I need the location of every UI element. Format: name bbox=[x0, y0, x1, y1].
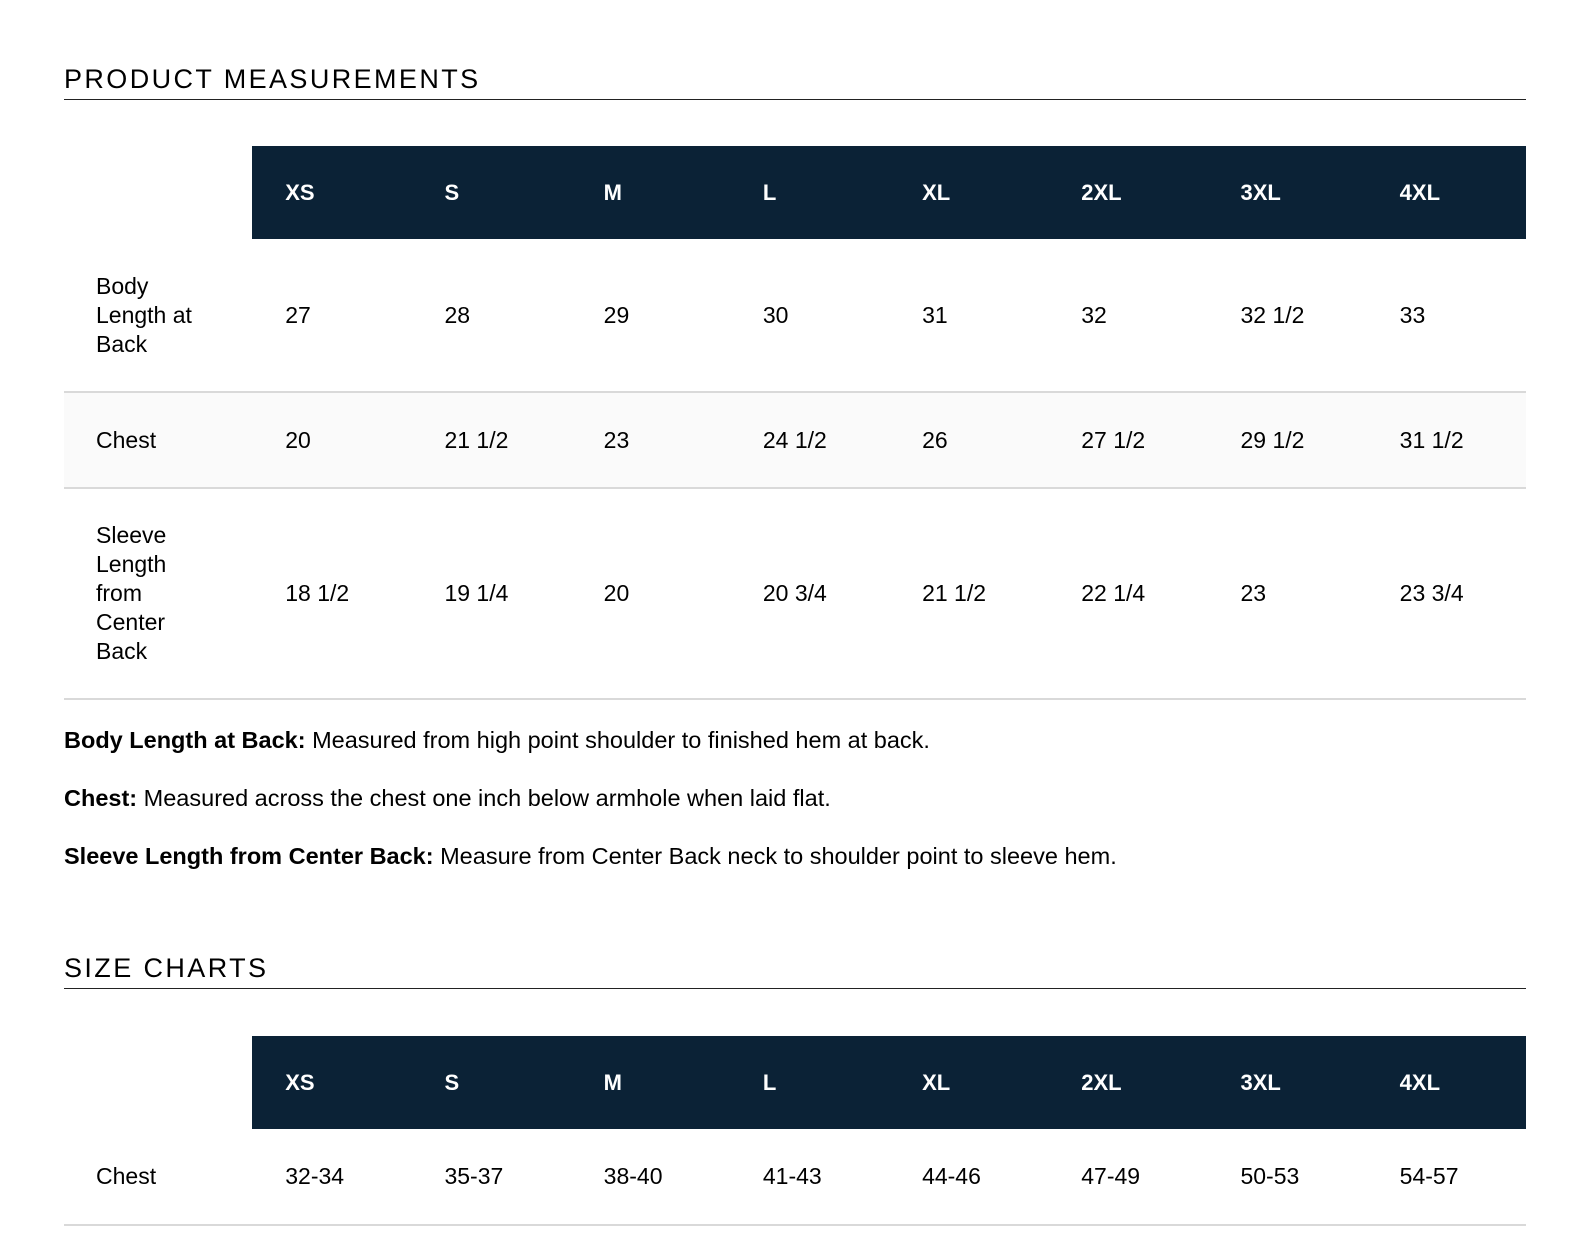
label-line: Length bbox=[96, 551, 167, 577]
table-cell: 20 bbox=[571, 488, 730, 699]
table-row-chest bbox=[64, 392, 1526, 488]
table-cell: 26 bbox=[889, 392, 1048, 488]
size-header-s: S bbox=[411, 1036, 570, 1129]
product-measurements-title: PRODUCT MEASUREMENTS bbox=[64, 64, 1526, 100]
table-cell: 31 1/2 bbox=[1367, 392, 1526, 488]
header-blank-cell bbox=[64, 146, 252, 239]
size-header-l: L bbox=[730, 146, 889, 239]
table-cell: 35-37 bbox=[411, 1129, 570, 1225]
note-term: Chest: bbox=[64, 785, 138, 811]
size-charts-table bbox=[64, 1036, 1526, 1226]
table-cell: 29 bbox=[571, 239, 730, 392]
table-cell: 29 1/2 bbox=[1207, 392, 1366, 488]
note-sleeve-length bbox=[64, 841, 1526, 871]
size-header-l: L bbox=[730, 1036, 889, 1129]
table-cell: 22 1/4 bbox=[1048, 488, 1207, 699]
table-cell: 23 bbox=[571, 392, 730, 488]
label-line: Back bbox=[96, 638, 148, 664]
size-header-xs: XS bbox=[252, 1036, 411, 1129]
table-cell: 20 bbox=[252, 392, 411, 488]
table-row-sleeve-length bbox=[64, 488, 1526, 699]
header-blank-cell bbox=[64, 1036, 252, 1129]
label-line: Center bbox=[96, 609, 166, 635]
row-label-body-length bbox=[64, 239, 252, 392]
size-header-xl: XL bbox=[889, 1036, 1048, 1129]
note-text: Measure from Center Back neck to shoulder point to sleeve hem. bbox=[433, 843, 1117, 869]
table-cell: 23 3/4 bbox=[1367, 488, 1526, 699]
note-chest bbox=[64, 783, 1526, 813]
size-header-s: S bbox=[411, 146, 570, 239]
size-header-row bbox=[64, 1036, 1526, 1129]
note-text: Measured from high point shoulder to finished hem at back. bbox=[305, 727, 930, 753]
note-body-length bbox=[64, 725, 1526, 755]
table-cell: 54-57 bbox=[1367, 1129, 1526, 1225]
table-cell: 31 bbox=[889, 239, 1048, 392]
note-term: Body Length at Back: bbox=[64, 727, 306, 753]
table-row-chest bbox=[64, 1129, 1526, 1225]
size-header-xl: XL bbox=[889, 146, 1048, 239]
table-cell: 20 3/4 bbox=[730, 488, 889, 699]
size-charts-title: SIZE CHARTS bbox=[64, 953, 1526, 989]
row-label-sleeve-length bbox=[64, 488, 252, 699]
size-header-m: M bbox=[571, 146, 730, 239]
label-line: Body bbox=[96, 272, 149, 299]
size-header-2xl: 2XL bbox=[1048, 1036, 1207, 1129]
table-cell: 27 1/2 bbox=[1048, 392, 1207, 488]
label-line: Back bbox=[96, 330, 148, 357]
table-cell: 32 bbox=[1048, 239, 1207, 392]
product-measurements-table bbox=[64, 146, 1526, 700]
table-cell: 41-43 bbox=[730, 1129, 889, 1225]
table-cell: 32 1/2 bbox=[1207, 239, 1366, 392]
size-header-row bbox=[64, 146, 1526, 239]
size-header-4xl: 4XL bbox=[1367, 146, 1526, 239]
size-header-4xl: 4XL bbox=[1367, 1036, 1526, 1129]
table-cell: 28 bbox=[411, 239, 570, 392]
table-cell: 32-34 bbox=[252, 1129, 411, 1225]
table-row-body-length bbox=[64, 239, 1526, 392]
size-header-m: M bbox=[571, 1036, 730, 1129]
table-cell: 23 bbox=[1207, 488, 1366, 699]
table-cell: 44-46 bbox=[889, 1129, 1048, 1225]
row-label-chest: Chest bbox=[64, 1129, 252, 1225]
note-text: Measured across the chest one inch below armhole when laid flat. bbox=[137, 785, 831, 811]
label-line: Length at bbox=[96, 301, 192, 328]
table-cell: 47-49 bbox=[1048, 1129, 1207, 1225]
row-label-chest bbox=[64, 392, 252, 488]
label-line: Chest bbox=[96, 426, 157, 453]
table-cell: 21 1/2 bbox=[411, 392, 570, 488]
table-cell: 27 bbox=[252, 239, 411, 392]
table-cell: 50-53 bbox=[1207, 1129, 1366, 1225]
table-cell: 30 bbox=[730, 239, 889, 392]
size-header-3xl: 3XL bbox=[1207, 1036, 1366, 1129]
measurement-notes bbox=[64, 725, 1526, 899]
table-cell: 33 bbox=[1367, 239, 1526, 392]
note-term: Sleeve Length from Center Back: bbox=[64, 843, 434, 869]
table-cell: 19 1/4 bbox=[411, 488, 570, 699]
table-cell: 38-40 bbox=[571, 1129, 730, 1225]
table-cell: 18 1/2 bbox=[252, 488, 411, 699]
table-cell: 24 1/2 bbox=[730, 392, 889, 488]
size-header-2xl: 2XL bbox=[1048, 146, 1207, 239]
size-header-xs: XS bbox=[252, 146, 411, 239]
size-header-3xl: 3XL bbox=[1207, 146, 1366, 239]
label-line: Sleeve bbox=[96, 522, 167, 548]
label-line: from bbox=[96, 580, 142, 606]
table-cell: 21 1/2 bbox=[889, 488, 1048, 699]
